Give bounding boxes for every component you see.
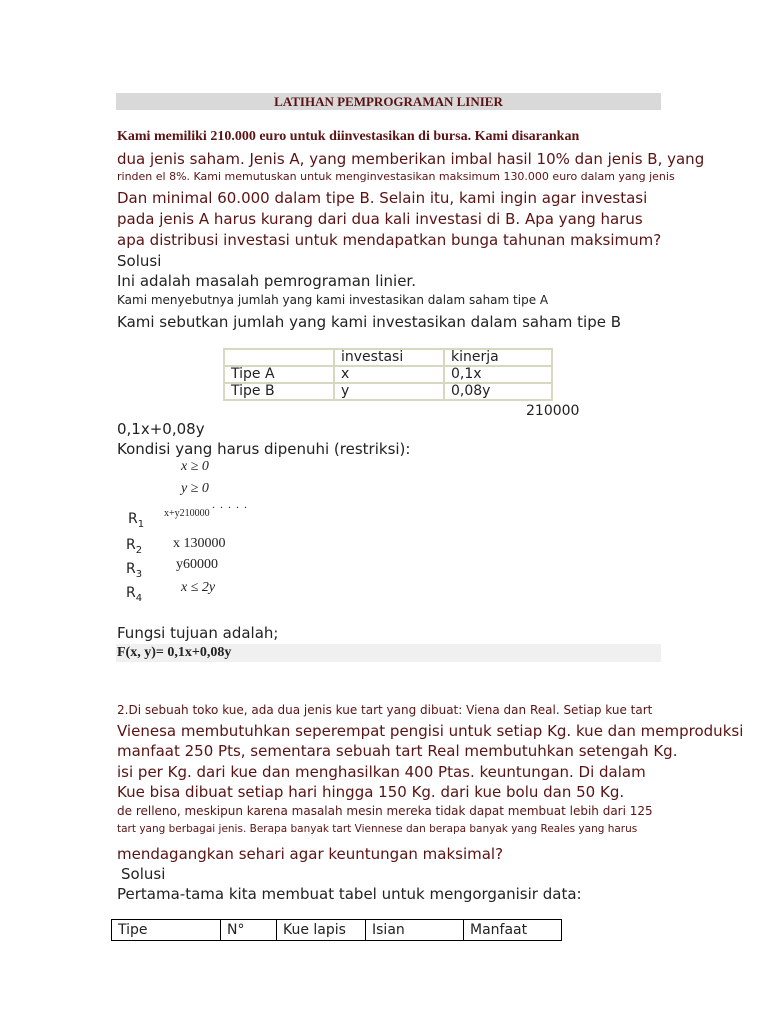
objective-label: Fungsi tujuan adalah; [117, 624, 279, 642]
table-cell: investasi [334, 349, 444, 366]
dots: . . . . . [212, 497, 248, 511]
r1-expression: x+y210000 [164, 508, 210, 519]
r4-expression: x ≤ 2y [181, 580, 216, 595]
p1-line9: Kami menyebutnya jumlah yang kami investasikan dalam saham tipe A [117, 293, 549, 307]
table-cell: 0,1x [444, 366, 552, 383]
table-cell: x [334, 366, 444, 383]
p2-line1: 2.Di sebuah toko kue, ada dua jenis kue tart yang dibuat: Viena dan Real. Setiap kue tart [117, 703, 653, 717]
p1-line7: Solusi [117, 252, 162, 270]
p1-line6: apa distribusi investasi untuk mendapatkan bunga tahunan maksimum? [117, 231, 662, 249]
table-cell: Kue lapis [277, 920, 366, 941]
table-header-row [112, 920, 562, 941]
table-cell: N° [221, 920, 277, 941]
p1-line1: Kami memiliki 210.000 euro untuk diinvestasikan di bursa. Kami disarankan [117, 129, 580, 144]
p2-line6: de relleno, meskipun karena masalah mesin mereka tidak dapat membuat lebih dari 125 [117, 804, 653, 818]
p2-line4: isi per Kg. dari kue dan menghasilkan 400 Ptas. keuntungan. Di dalam [117, 763, 646, 781]
p1-line2: dua jenis saham. Jenis A, yang memberikan imbal hasil 10% dan jenis B, yang [117, 150, 705, 168]
table-cell: Tipe B [224, 383, 334, 400]
r2-label: $R_2$ [126, 537, 143, 556]
p2-line9: Solusi [121, 865, 166, 883]
constraint-x-nonneg: x ≥ 0 [181, 459, 209, 474]
table-cell: kinerja [444, 349, 552, 366]
objective-formula: F(x, y)= 0,1x+0,08y [117, 645, 232, 660]
p2-line5: Kue bisa dibuat setiap hari hingga 150 Kg. dari kue bolu dan 50 Kg. [117, 783, 625, 801]
p2-line7: tart yang berbagai jenis. Berapa banyak tart Viennese dan berapa banyak yang Reales yang harus [117, 823, 638, 835]
table-cell: Manfaat [464, 920, 562, 941]
p2-line10: Pertama-tama kita membuat tabel untuk mengorganisir data: [117, 885, 582, 903]
p2-line2: Vienesa membutuhkan seperempat pengisi untuk setiap Kg. kue dan memproduksi [117, 722, 744, 740]
objective-expression: 0,1x+0,08y [117, 420, 205, 438]
table-cell: Isian [366, 920, 464, 941]
r4-label: $R_4$ [126, 585, 143, 604]
page-title: LATIHAN PEMPROGRAMAN LINIER [274, 94, 503, 109]
cake-table [111, 919, 562, 941]
table-cell: Tipe [112, 920, 221, 941]
r1-label: $R_1$ [128, 511, 145, 530]
p1-line5: pada jenis A harus kurang dari dua kali investasi di B. Apa yang harus [117, 210, 643, 228]
r2-expression: x 130000 [173, 536, 226, 551]
table-cell: 0,08y [444, 383, 552, 400]
table-total: 210000 [526, 403, 580, 419]
r3-expression: y60000 [176, 557, 218, 572]
table-cell: Tipe A [224, 366, 334, 383]
constraint-y-nonneg: y ≥ 0 [181, 481, 209, 496]
table-row [224, 366, 552, 383]
p2-line8: mendagangkan sehari agar keuntungan maksimal? [117, 845, 504, 863]
r3-label: $R_3$ [126, 561, 143, 580]
p1-line4: Dan minimal 60.000 dalam tipe B. Selain itu, kami ingin agar investasi [117, 189, 648, 207]
p1-line3: rinden el 8%. Kami memutuskan untuk menginvestasikan maksimum 130.000 euro dalam yang jenis [117, 170, 675, 183]
p2-line3: manfaat 250 Pts, sementara sebuah tart Real membutuhkan setengah Kg. [117, 742, 678, 760]
conditions-label: Kondisi yang harus dipenuhi (restriksi): [117, 440, 411, 458]
table-header-row [224, 349, 552, 366]
table-cell: y [334, 383, 444, 400]
table-row [224, 383, 552, 400]
p1-line8: Ini adalah masalah pemrograman linier. [117, 272, 416, 290]
table-cell [224, 349, 334, 366]
p1-line10: Kami sebutkan jumlah yang kami investasikan dalam saham tipe B [117, 313, 622, 331]
investment-table [223, 348, 553, 401]
